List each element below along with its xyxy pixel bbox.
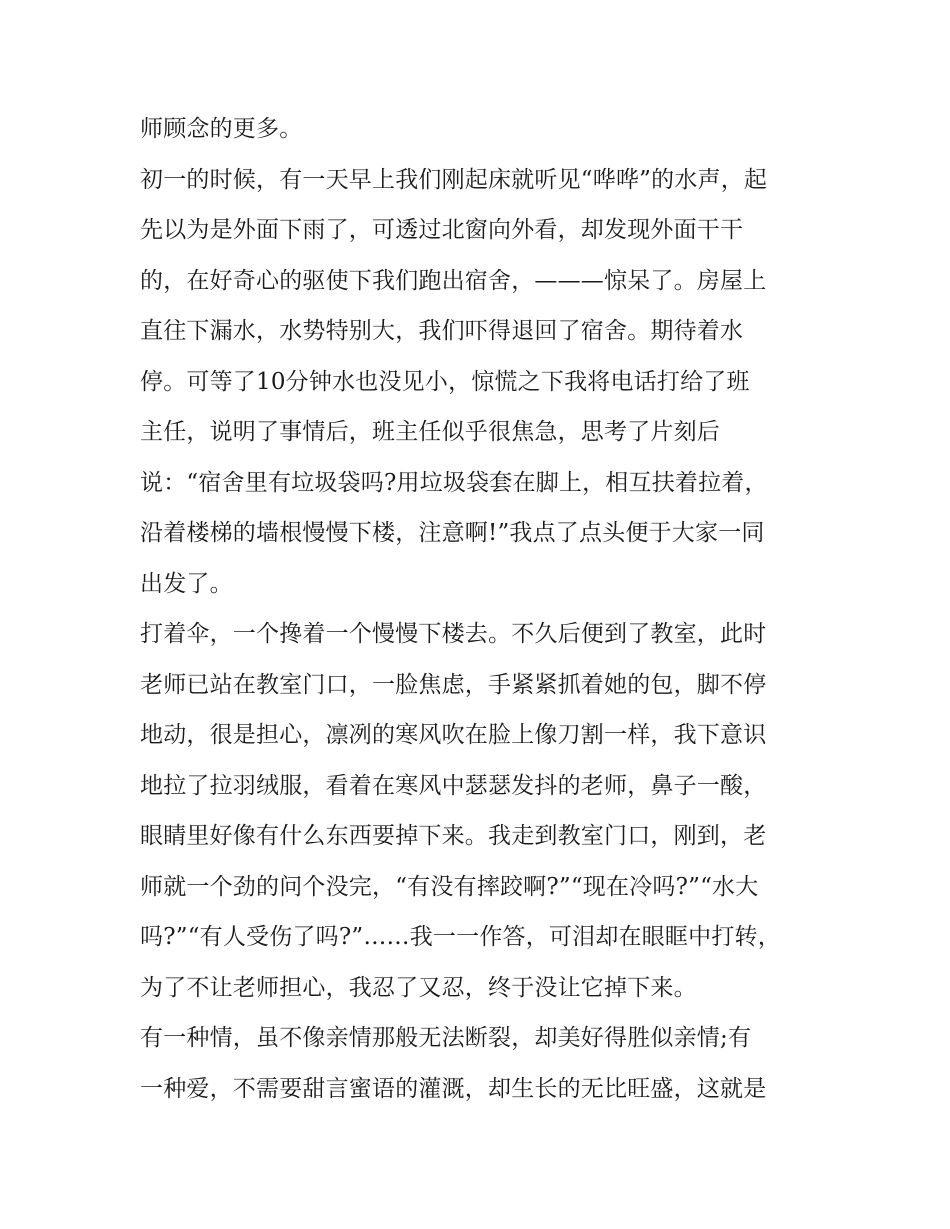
text-line: 打着伞，一个搀着一个慢慢下楼去。不久后便到了教室，此时 [140, 621, 767, 647]
text-line: 出发了。 [140, 570, 233, 597]
body-text [140, 104, 820, 1114]
text-line: 说：“宿舍里有垃圾袋吗?用垃圾袋套在脚上，相互扶着拉着， [140, 469, 768, 496]
text-line: 眼睛里好像有什么东西要掉下来。我走到教室门口，刚到，老 [140, 823, 767, 849]
text-line: 初一的时候，有一天早上我们刚起床就听见“哗哗”的水声，起 [140, 166, 768, 193]
text-line: 有一种情，虽不像亲情那般无法断裂，却美好得胜似亲情;有 [140, 1025, 752, 1051]
text-line: 停。可等了10分钟水也没见小，惊慌之下我将电话打给了班 [140, 368, 750, 395]
text-line: 的，在好奇心的驱使下我们跑出宿舍，———惊呆了。房屋上 [140, 267, 767, 294]
text-line: 沿着楼梯的墙根慢慢下楼，注意啊!”我点了点头便于大家一同 [140, 520, 765, 546]
text-line: 师就一个劲的问个没完，“有没有摔跤啊?”“现在冷吗?”“水大 [140, 873, 759, 900]
text-line: 主任，说明了事情后，班主任似乎很焦急，思考了片刻后 [140, 419, 720, 445]
text-line: 地动，很是担心，凛冽的寒风吹在脸上像刀割一样，我下意识 [140, 722, 767, 748]
text-line: 直往下漏水，水势特别大，我们吓得退回了宿舍。期待着水 [140, 318, 744, 344]
text-line: 先以为是外面下雨了，可透过北窗向外看，却发现外面干干 [140, 217, 744, 243]
text-line: 老师已站在教室门口，一脸焦虑，手紧紧抓着她的包，脚不停 [140, 671, 767, 698]
text-line: 吗?”“有人受伤了吗?”……我一一作答，可泪却在眼眶中打转， [140, 924, 781, 950]
text-line: 师顾念的更多。 [140, 116, 303, 142]
text-line: 为了不让老师担心，我忍了又忍，终于没让它掉下来。 [140, 974, 697, 1001]
text-line: 一种爱，不需要甜言蜜语的灌溉，却生长的无比旺盛，这就是 [140, 1075, 767, 1102]
text-line: 地拉了拉羽绒服，看着在寒风中瑟瑟发抖的老师，鼻子一酸， [140, 772, 767, 799]
